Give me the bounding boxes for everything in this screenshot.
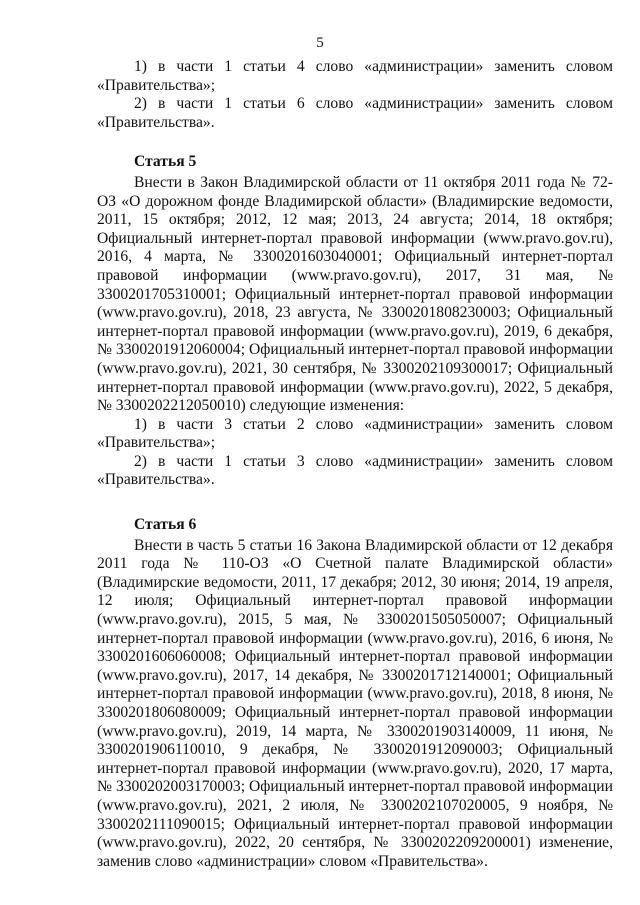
page-number: 5 bbox=[316, 35, 324, 51]
article-5-heading: Статья 5 bbox=[134, 153, 197, 171]
article-6 bbox=[97, 516, 613, 871]
article-6-body: Внести в часть 5 статьи 16 Закона Владимирской области от 12 декабря 2011 года № 110-ОЗ «О Счетной палате Владимирской области» (Владимирские ведомости, 2011, 17 декабря; 2012, 30 июня; 2014, 19 апреля, 12 июля; Официальный интернет-портал правовой информации (www.pravo.gov.ru), 2015, 5 мая, № 3300201505050007; Официальный интернет-портал правовой информации (www.pravo.gov.ru), 2016, 6 июня, № 3300201606060008; Официальный интернет-портал правовой информации (www.pravo.gov.ru), 2017, 14 декабря, № 3300201712140001; Официальный интернет-портал правовой информации (www.pravo.gov.ru), 2018, 8 июня, № 3300201806080009; Официальный интернет-портал правовой информации (www.pravo.gov.ru), 2019, 14 марта, № 3300201903140009, 11 июня, № 3300201906110010, 9 декабря, № 3300201912090003; Официальный интернет-портал правовой информации (www.pravo.gov.ru), 2020, 17 марта, № 3300202003170003; Официальный интернет-портал правовой информации (www.pravo.gov.ru), 2021, 2 июля, № 3300202107020005, 9 ноября, № 3300202111090015; Официальный интернет-портал правовой информации (www.pravo.gov.ru), 2022, 20 сентября, № 3300202209200001) изменение, заменив слово «администрации» словом «Правительства». bbox=[97, 536, 613, 870]
intro-item-1: 1) в части 1 статьи 4 слово «администрации» заменить словом «Правительства»; bbox=[97, 58, 613, 94]
intro-item-2: 2) в части 1 статьи 6 слово «администрации» заменить словом «Правительства». bbox=[97, 95, 613, 131]
document-body bbox=[97, 58, 613, 871]
article-5 bbox=[97, 153, 613, 490]
article-5-item-2: 2) в части 1 статьи 3 слово «администрации» заменить словом «Правительства». bbox=[97, 452, 613, 489]
intro-list bbox=[97, 58, 613, 132]
article-5-item-1: 1) в части 3 статьи 2 слово «администрации» заменить словом «Правительства»; bbox=[97, 415, 613, 452]
article-5-body: Внести в Закон Владимирской области от 11 октября 2011 года № 72-ОЗ «О дорожном фонде Владимирской области» (Владимирские ведомости, 2011, 15 октября; 2012, 12 мая; 2013, 24 августа; 2014, 18 октября; Официальный интернет-портал правовой информации (www.pravo.gov.ru), 2016, 4 марта, № 3300201603040001; Официальный интернет-портал правовой информации (www.pravo.gov.ru), 2017, 31 мая, № 3300201705310001; Официальный интернет-портал правовой информации (www.pravo.gov.ru), 2018, 23 августа, № 3300201808230003; Официальный интернет-портал правовой информации (www.pravo.gov.ru), 2019, 6 декабря, № 3300201912060004; Официальный интернет-портал правовой информации (www.pravo.gov.ru), 2021, 30 сентября, № 3300202109300017; Официальный интернет-портал правовой информации (www.pravo.gov.ru), 2022, 5 декабря, № 3300202212050010) следующие изменения: bbox=[97, 173, 613, 415]
article-6-heading: Статья 6 bbox=[134, 516, 197, 534]
